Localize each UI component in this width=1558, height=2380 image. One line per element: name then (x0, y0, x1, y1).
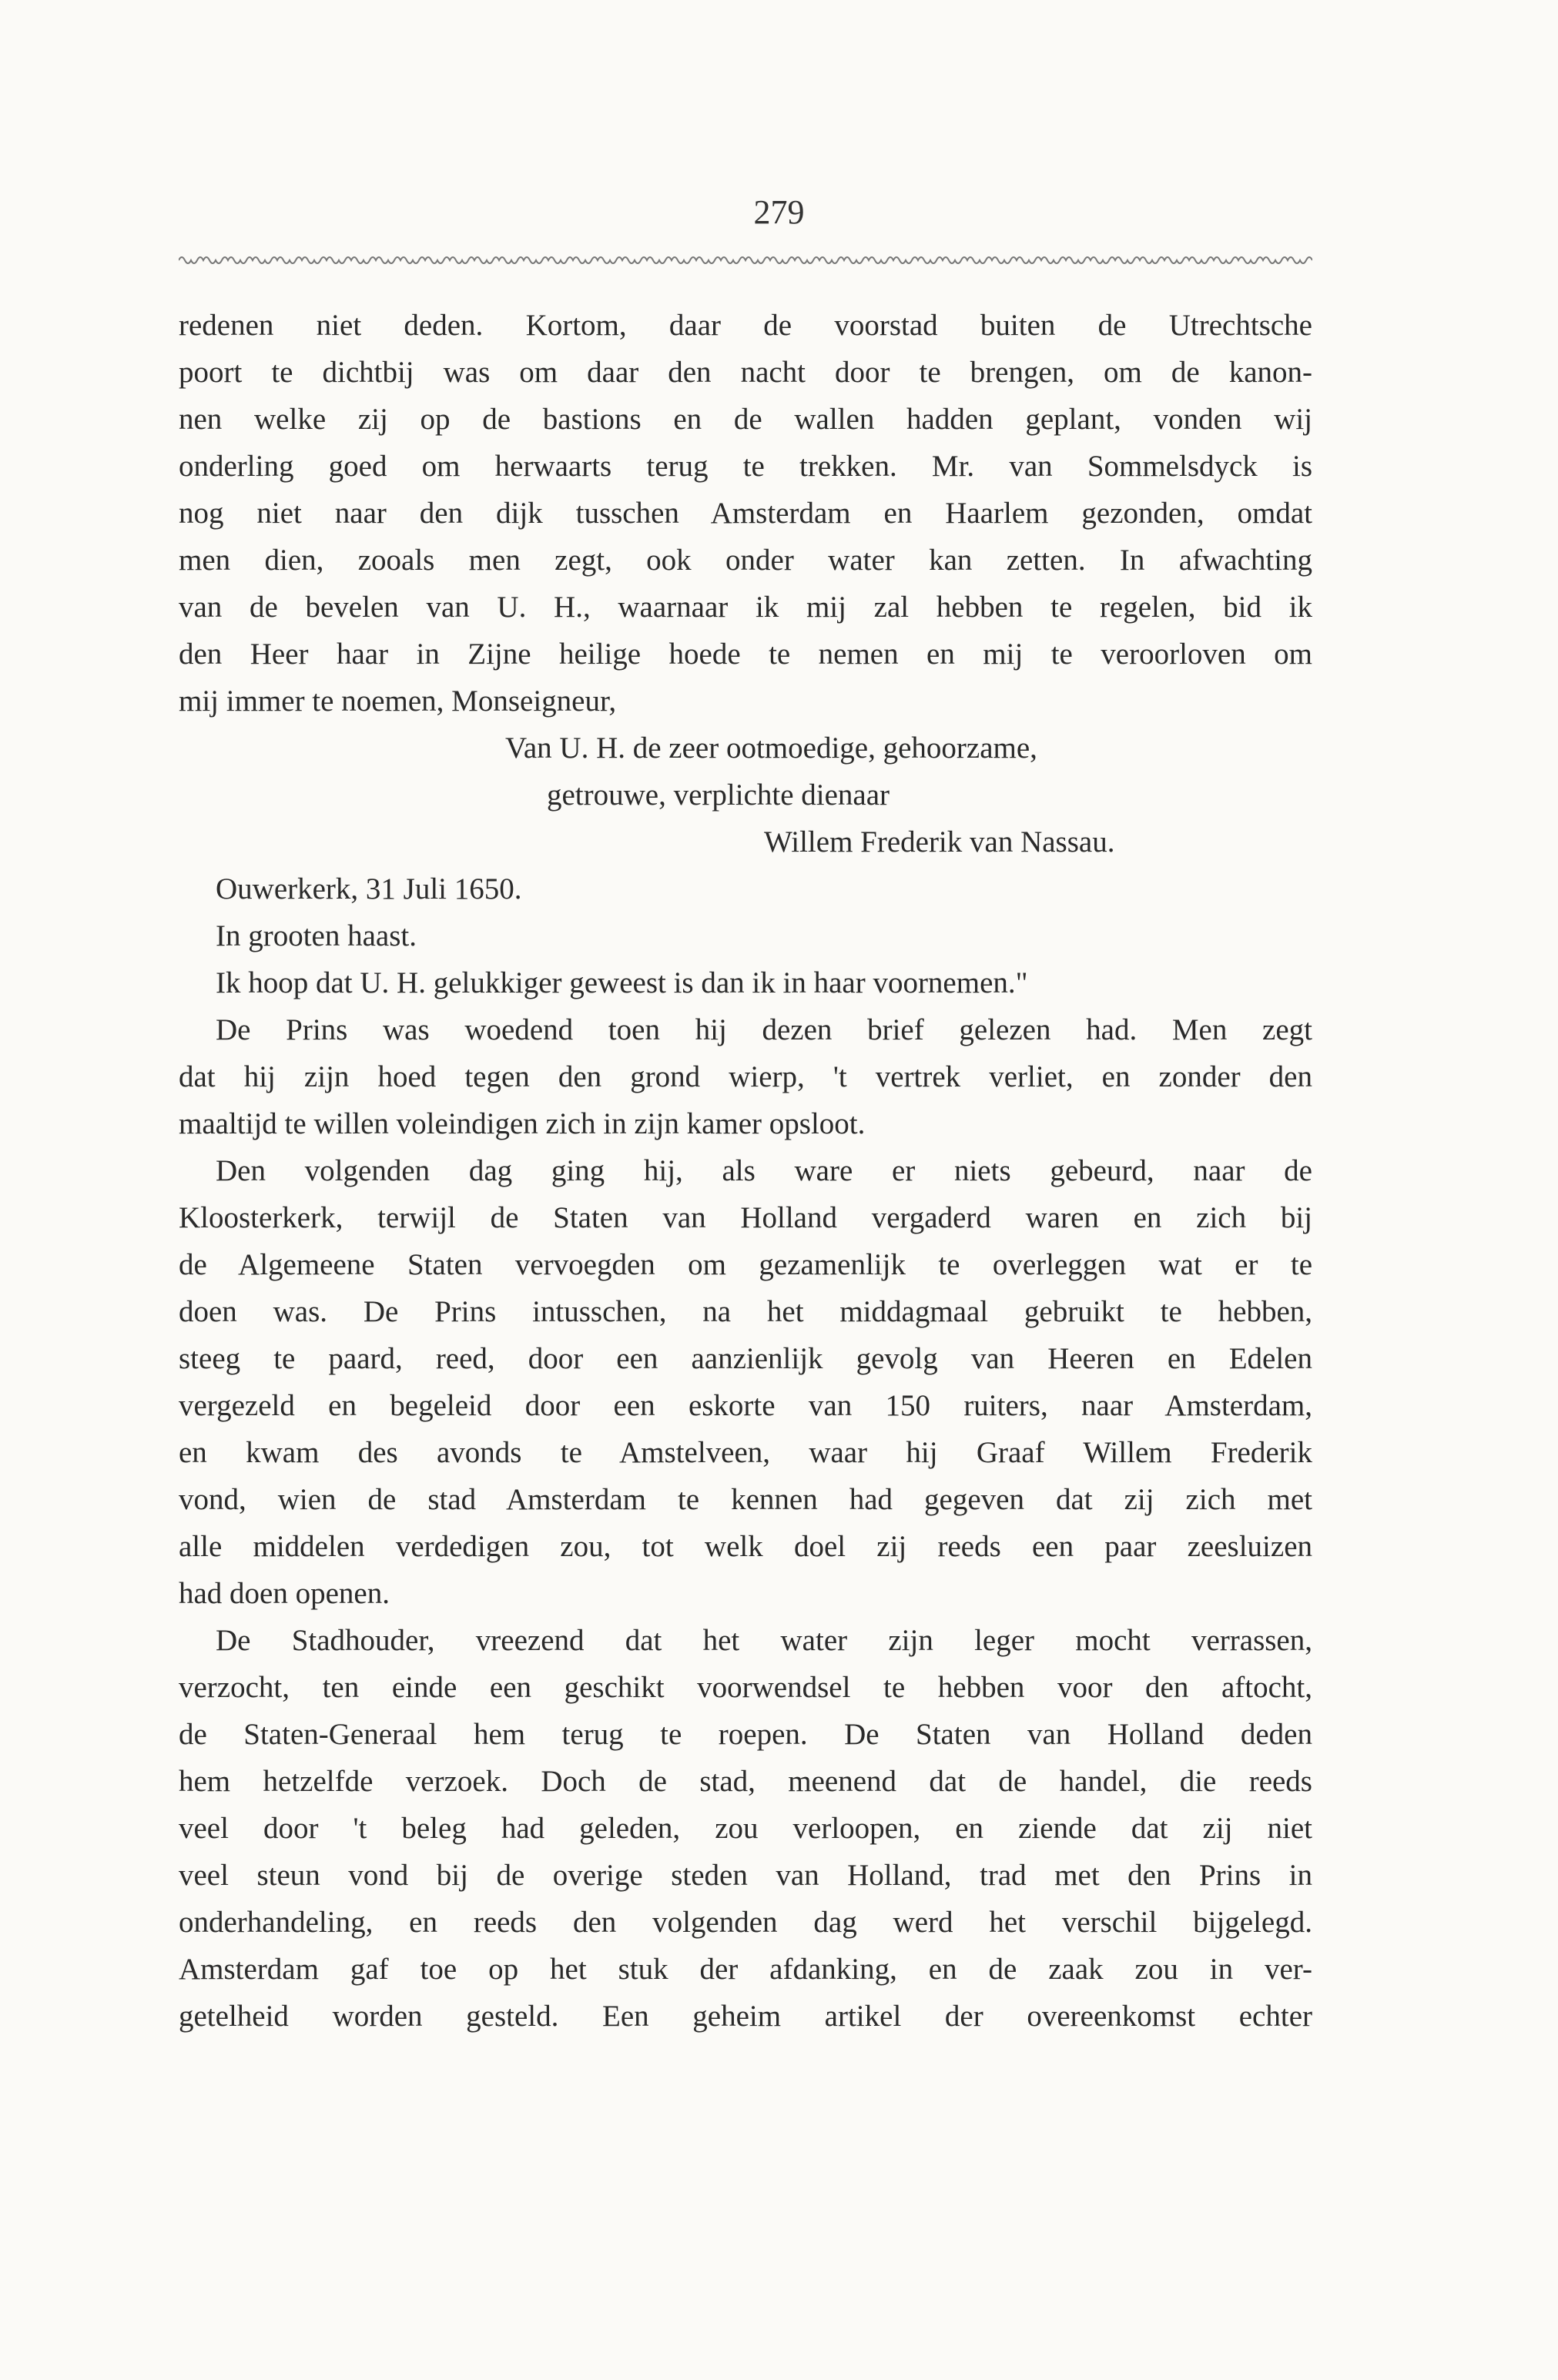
text-line: alle middelen verdedigen zou, tot welk doel zij reeds een paar zeesluizen (179, 1530, 1312, 1563)
text-line: vergezeld en begeleid door een eskorte van 150 ruiters, naar Amsterdam, (179, 1389, 1312, 1422)
text-line: veel door 't beleg had geleden, zou verloopen, en ziende dat zij niet (179, 1812, 1312, 1845)
text-line: de Algemeene Staten vervoegden om gezamenlijk te overleggen wat er te (179, 1248, 1312, 1281)
text-line: den Heer haar in Zijne heilige hoede te nemen en mij te veroorloven om (179, 638, 1312, 671)
text-line: Amsterdam gaf toe op het stuk der afdanking, en de zaak zou in ver- (179, 1953, 1312, 1986)
paragraph-letter-closing (179, 302, 1312, 725)
paragraph (179, 1147, 1312, 1617)
text-line: hem hetzelfde verzoek. Doch de stad, meenend dat de handel, die reeds (179, 1765, 1312, 1798)
text-line: mij immer te noemen, Monseigneur, (179, 685, 617, 718)
body-text (179, 302, 1312, 2040)
text-line: onderling goed om herwaarts terug te trekken. Mr. van Sommelsdyck is (179, 450, 1312, 483)
paragraph (179, 1006, 1312, 1147)
text-line: onderhandeling, en reeds den volgenden dag werd het verschil bijgelegd. (179, 1906, 1312, 1939)
text-line: nen welke zij op de bastions en de wallen hadden geplant, vonden wij (179, 403, 1312, 436)
text-line: Kloosterkerk, terwijl de Staten van Holland vergaderd waren en zich bij (179, 1201, 1312, 1234)
text-line: de Staten-Generaal hem terug te roepen. De Staten van Holland deden (179, 1718, 1312, 1751)
decorative-wavy-rule (179, 251, 1312, 269)
signature-line-2: getrouwe, verplichte dienaar (547, 778, 890, 812)
signature-name: Willem Frederik van Nassau. (764, 825, 1115, 859)
text-line: Ik hoop dat U. H. gelukkiger geweest is dan ik in haar voornemen." (216, 966, 1028, 999)
place-date: Ouwerkerk, 31 Juli 1650. (216, 872, 522, 905)
text-line: De Stadhouder, vreezend dat het water zijn leger mocht verrassen, (216, 1624, 1312, 1657)
text-line: en kwam des avonds te Amstelveen, waar hij Graaf Willem Frederik (179, 1436, 1312, 1469)
text-line: steeg te paard, reed, door een aanzienlijk gevolg van Heeren en Edelen (179, 1342, 1312, 1375)
text-line: dat hij zijn hoed tegen den grond wierp, 't vertrek verliet, en zonder den (179, 1060, 1312, 1093)
text-line: poort te dichtbij was om daar den nacht door te brengen, om de kanon- (179, 356, 1312, 389)
text-line: had doen openen. (179, 1577, 390, 1610)
paragraph (179, 1617, 1312, 2040)
postscript: In grooten haast. (216, 919, 417, 952)
text-line: nog niet naar den dijk tusschen Amsterdam en Haarlem gezonden, omdat (179, 497, 1312, 530)
text-line: van de bevelen van U. H., waarnaar ik mij zal hebben te regelen, bid ik (179, 591, 1312, 624)
text-line: redenen niet deden. Kortom, daar de voorstad buiten de Utrechtsche (179, 309, 1312, 342)
text-line: veel steun vond bij de overige steden van Holland, trad met den Prins in (179, 1859, 1312, 1892)
text-line: verzocht, ten einde een geschikt voorwendsel te hebben voor den aftocht, (179, 1671, 1312, 1704)
text-line: De Prins was woedend toen hij dezen brief gelezen had. Men zegt (216, 1013, 1312, 1046)
text-line: doen was. De Prins intusschen, na het middagmaal gebruikt te hebben, (179, 1295, 1312, 1328)
signature-line-1: Van U. H. de zeer ootmoedige, gehoorzame, (505, 731, 1037, 765)
text-line: getelheid worden gesteld. Een geheim artikel der overeenkomst echter (179, 2000, 1312, 2033)
text-line: Den volgenden dag ging hij, als ware er niets gebeurd, naar de (216, 1154, 1312, 1187)
text-line: maaltijd te willen voleindigen zich in zijn kamer opsloot. (179, 1107, 866, 1140)
page-number: 279 (753, 193, 805, 231)
text-line: men dien, zooals men zegt, ook onder water kan zetten. In afwachting (179, 544, 1312, 577)
text-line: vond, wien de stad Amsterdam te kennen had gegeven dat zij zich met (179, 1483, 1312, 1516)
